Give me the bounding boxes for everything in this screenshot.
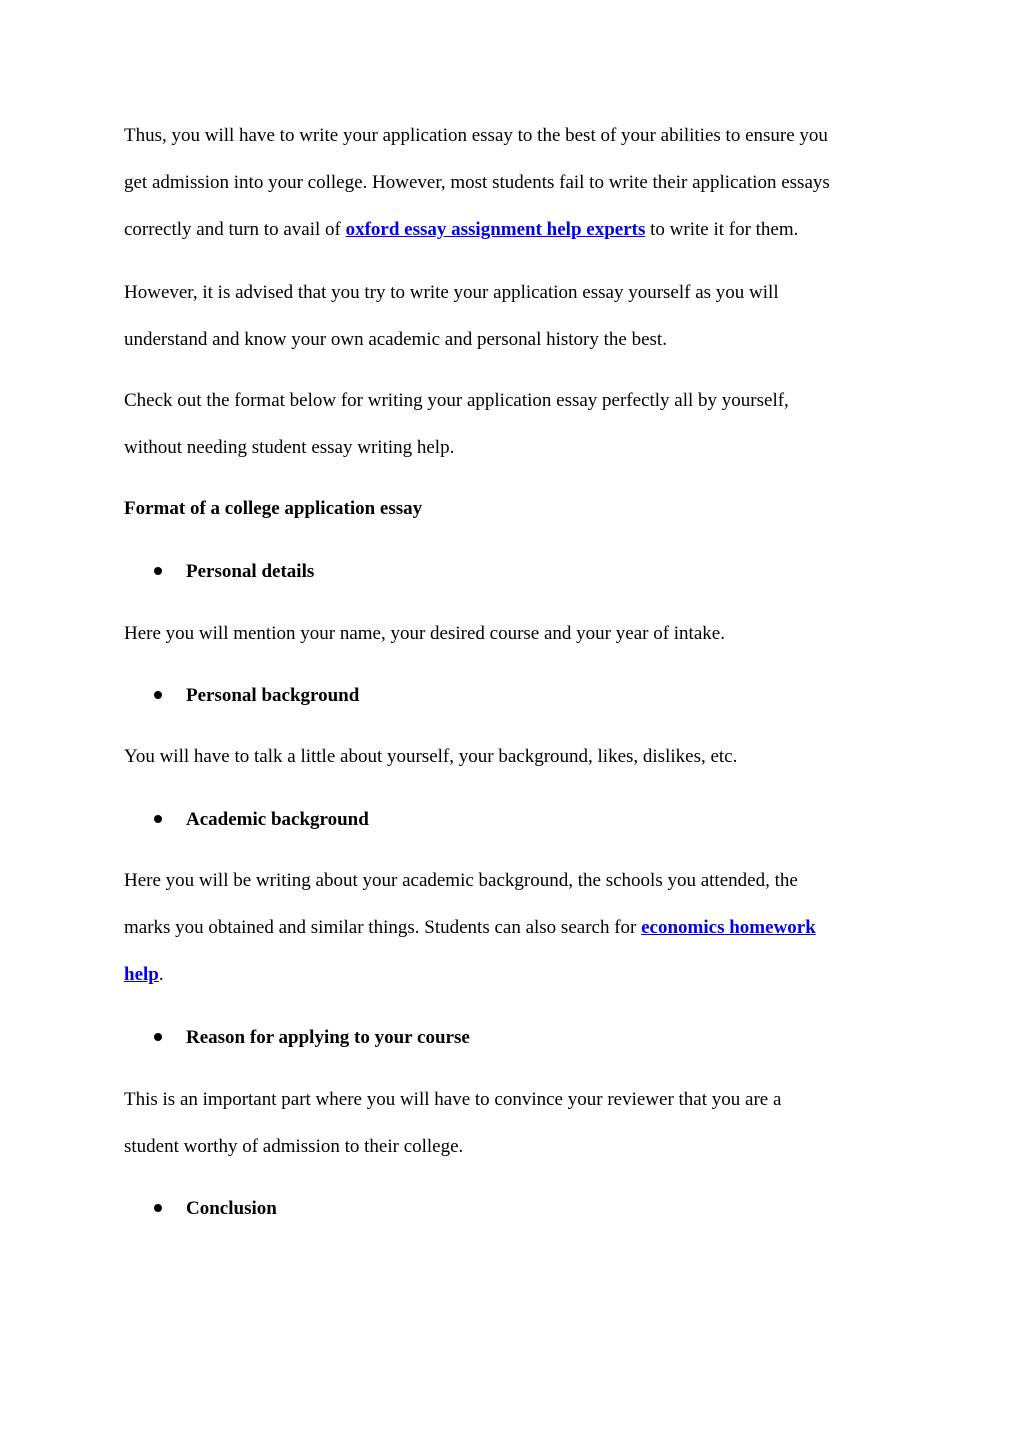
paragraph-line: This is an important part where you will have to convince your reviewer that you are a: [124, 1089, 782, 1110]
bullet-label: Reason for applying to your course: [186, 1027, 470, 1048]
paragraph-text: correctly and turn to avail of: [124, 219, 346, 240]
paragraph-line: get admission into your college. However, most students fail to write their application essays: [124, 172, 830, 193]
section-paragraph: [124, 857, 904, 998]
bullet-dot-icon: [154, 1204, 162, 1212]
bullet-dot-icon: [154, 1033, 162, 1041]
paragraph-text: to write it for them.: [645, 219, 799, 240]
paragraph-line: student worthy of admission to their college.: [124, 1136, 464, 1157]
paragraph-line: However, it is advised that you try to write your application essay yourself as you will: [124, 282, 779, 303]
bullet-label: Personal background: [186, 685, 360, 706]
paragraph-line: [124, 951, 904, 998]
paragraph-line: Here you will mention your name, your desired course and your year of intake.: [124, 623, 725, 644]
section-paragraph: [124, 610, 904, 657]
paragraph-line: You will have to talk a little about yourself, your background, likes, dislikes, etc.: [124, 746, 738, 767]
paragraph-text: .: [158, 964, 164, 985]
bullet-label: Academic background: [186, 809, 369, 830]
oxford-essay-help-link[interactable]: oxford essay assignment help experts: [345, 219, 646, 240]
paragraph-line: [124, 904, 904, 951]
section-paragraph: [124, 733, 904, 780]
paragraph-line: Check out the format below for writing your application essay perfectly all by yourself,: [124, 390, 789, 411]
section-heading: Format of a college application essay: [124, 498, 423, 519]
paragraph-line: Here you will be writing about your academic background, the schools you attended, the: [124, 870, 798, 891]
paragraph-line: [124, 206, 904, 253]
paragraph-line: Thus, you will have to write your application essay to the best of your abilities to ensure you: [124, 125, 828, 146]
bullet-dot-icon: [154, 691, 162, 699]
economics-homework-help-link[interactable]: economics homework: [641, 917, 816, 938]
bullet-label: Personal details: [186, 561, 315, 582]
section-paragraph: [124, 1076, 904, 1170]
advice-paragraph: [124, 269, 904, 363]
paragraph-text: marks you obtained and similar things. Students can also search for: [124, 917, 642, 938]
intro-paragraph: [124, 112, 904, 253]
paragraph-line: without needing student essay writing help.: [124, 437, 455, 458]
bullet-dot-icon: [154, 567, 162, 575]
format-intro-paragraph: [124, 377, 904, 471]
bullet-label: Conclusion: [186, 1198, 277, 1219]
economics-homework-help-link-continued[interactable]: help: [124, 964, 159, 985]
paragraph-line: understand and know your own academic and personal history the best.: [124, 329, 667, 350]
bullet-dot-icon: [154, 815, 162, 823]
